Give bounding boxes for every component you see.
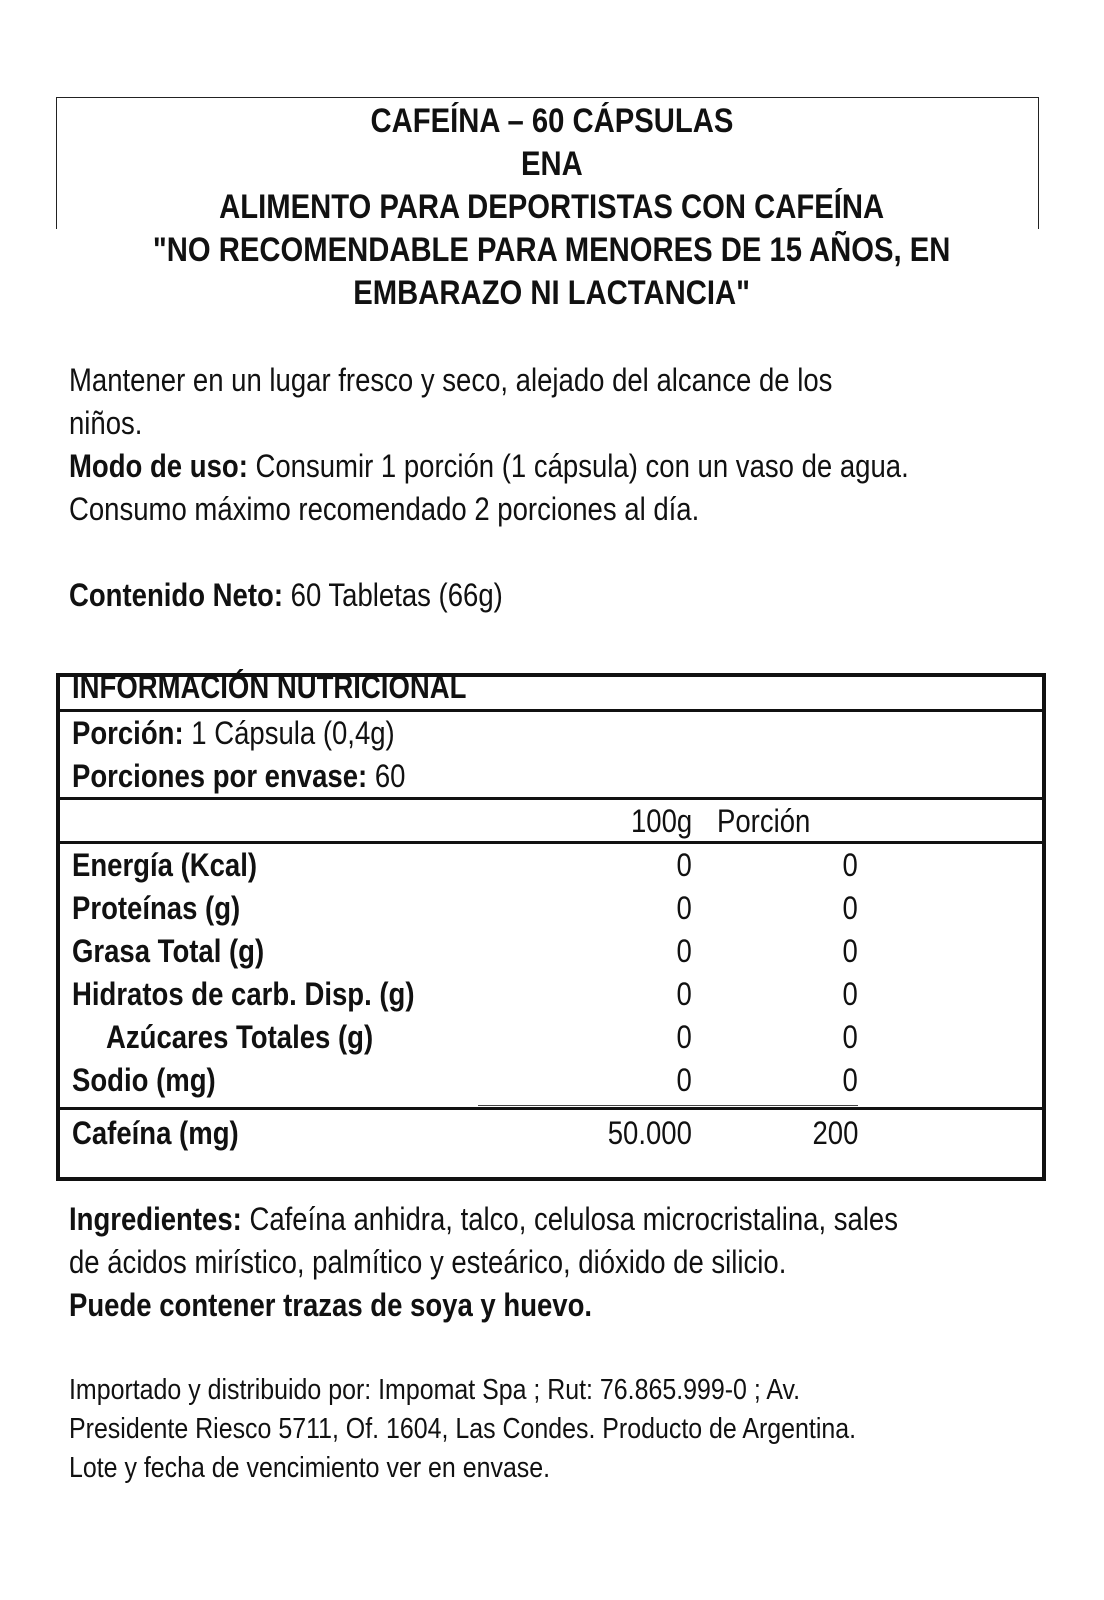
nutrient-value-portion: 0 — [842, 1062, 858, 1098]
net-content-label: Contenido Neto: — [69, 577, 284, 613]
nutrient-value-100g: 0 — [676, 933, 692, 969]
nutrient-label: Grasa Total (g) — [72, 933, 265, 969]
caffeine-value-portion: 200 — [812, 1115, 858, 1151]
nutrient-value-100g: 0 — [676, 1062, 692, 1098]
nutrient-value-portion: 0 — [842, 890, 858, 926]
importer-line-3: Lote y fecha de vencimiento ver en envase. — [69, 1452, 551, 1484]
nutrient-value-100g: 0 — [676, 890, 692, 926]
storage-line-1: Mantener en un lugar fresco y seco, alejado del alcance de los — [69, 362, 833, 398]
nutrient-label: Sodio (mg) — [72, 1062, 216, 1098]
storage-line-2: niños. — [69, 405, 143, 441]
nutrient-value-portion: 0 — [842, 847, 858, 883]
net-content: Contenido Neto: 60 Tabletas (66g) — [69, 577, 503, 613]
importer-line-2: Presidente Riesco 5711, Of. 1604, Las Condes. Producto de Argentina. — [69, 1413, 857, 1445]
allergen-warning: Puede contener trazas de soya y huevo. — [69, 1287, 593, 1323]
divider — [688, 1105, 858, 1106]
nutrition-table — [56, 669, 1046, 1181]
nutrient-label: Proteínas (g) — [72, 890, 241, 926]
nutrient-value-100g: 0 — [676, 976, 692, 1012]
caffeine-label: Cafeína (mg) — [72, 1115, 239, 1151]
nutrient-value-100g: 0 — [676, 1019, 692, 1055]
warning-line-1: "NO RECOMENDABLE PARA MENORES DE 15 AÑOS, EN — [153, 231, 951, 269]
brand-name: ENA — [521, 145, 583, 183]
usage-max-dose: Consumo máximo recomendado 2 porciones al día. — [69, 491, 700, 527]
nutrient-value-portion: 0 — [842, 976, 858, 1012]
warning-line-2: EMBARAZO NI LACTANCIA" — [353, 274, 751, 312]
serving-size: Porción: 1 Cápsula (0,4g) — [72, 715, 395, 751]
usage-instructions: Modo de uso: Consumir 1 porción (1 cápsula) con un vaso de agua. — [69, 448, 909, 484]
nutrient-value-100g: 0 — [676, 847, 692, 883]
divider — [60, 797, 1042, 800]
divider — [478, 1105, 688, 1106]
column-header-100g: 100g — [630, 803, 692, 839]
ingredients-line-1: Ingredientes: Cafeína anhidra, talco, celulosa microcristalina, sales — [69, 1201, 898, 1237]
nutrient-label: Energía (Kcal) — [72, 847, 258, 883]
usage-label: Modo de uso: — [69, 448, 248, 484]
caffeine-value-100g: 50.000 — [607, 1115, 692, 1151]
nutrient-label: Hidratos de carb. Disp. (g) — [72, 976, 415, 1012]
ingredients-label: Ingredientes: — [69, 1201, 242, 1237]
nutrient-value-portion: 0 — [842, 933, 858, 969]
ingredients-line-2: de ácidos mirístico, palmítico y esteárico, dióxido de silicio. — [69, 1244, 787, 1280]
nutrient-value-portion: 0 — [842, 1019, 858, 1055]
column-header-portion: Porción — [717, 803, 811, 839]
product-category: ALIMENTO PARA DEPORTISTAS CON CAFEÍNA — [219, 188, 885, 226]
nutrition-title: INFORMACIÓN NUTRICIONAL — [72, 669, 467, 705]
servings-per-container: Porciones por envase: 60 — [72, 758, 406, 794]
nutrient-label: Azúcares Totales (g) — [106, 1019, 374, 1055]
product-title: CAFEÍNA – 60 CÁPSULAS — [370, 102, 734, 140]
divider — [60, 1107, 1042, 1110]
importer-line-1: Importado y distribuido por: Impomat Spa ; Rut: 76.865.999-0 ; Av. — [69, 1374, 801, 1406]
